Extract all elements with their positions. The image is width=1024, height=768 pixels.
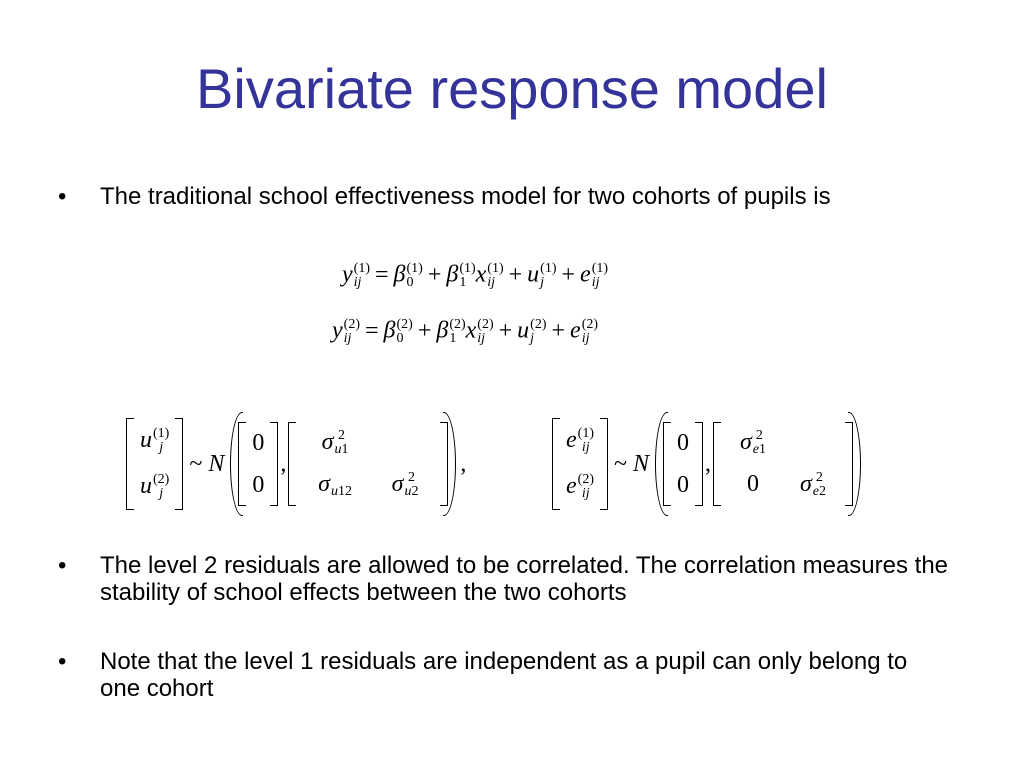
zero-mean-vector: 0 0 — [238, 422, 278, 506]
level1-distribution: e (1) ij e (2) ij ~ N 0 0 , σ 2 e1 0 σ 2 e2 — [552, 412, 861, 516]
level2-distribution: u (1) j u (2) j ~ N 0 0 , σ 2 u1 σ u12 σ 2 u2 , — [126, 412, 466, 516]
bullet-text: Note that the level 1 residuals are independent as a pupil can only belong to one cohort — [100, 648, 908, 702]
u-covariance-matrix: σ 2 u1 σ u12 σ 2 u2 — [288, 422, 448, 506]
bullet-item — [58, 552, 948, 606]
e-vector: e (1) ij e (2) ij — [552, 418, 608, 510]
equation-cohort-1: y (1) ij = β (1) 0 + β (1) 1 x (1) ij + u (1) j + e (1) ij — [342, 261, 609, 290]
bullet-item — [58, 183, 948, 210]
normal-params: 0 0 , σ 2 u1 σ u12 σ 2 u2 — [230, 412, 456, 516]
e-covariance-matrix: σ 2 e1 0 σ 2 e2 — [713, 422, 853, 506]
normal-params: 0 0 , σ 2 e1 0 σ 2 e2 — [655, 412, 861, 516]
bullet-item — [58, 648, 948, 702]
zero-mean-vector: 0 0 — [663, 422, 703, 506]
bullet-text: The traditional school effectiveness model for two cohorts of pupils is — [100, 183, 831, 210]
slide-title: Bivariate response model — [196, 57, 828, 120]
u-vector: u (1) j u (2) j — [126, 418, 183, 510]
bullet-dot: • — [58, 648, 67, 675]
bullet-dot: • — [58, 552, 67, 579]
equation-cohort-2: y (2) ij = β (2) 0 + β (2) 1 x (2) ij + u (2) j + e (2) ij — [332, 317, 599, 346]
bullet-text: The level 2 residuals are allowed to be correlated. The correlation measures the stability of school effects between the two cohorts — [100, 552, 949, 606]
bullet-dot: • — [58, 183, 67, 210]
